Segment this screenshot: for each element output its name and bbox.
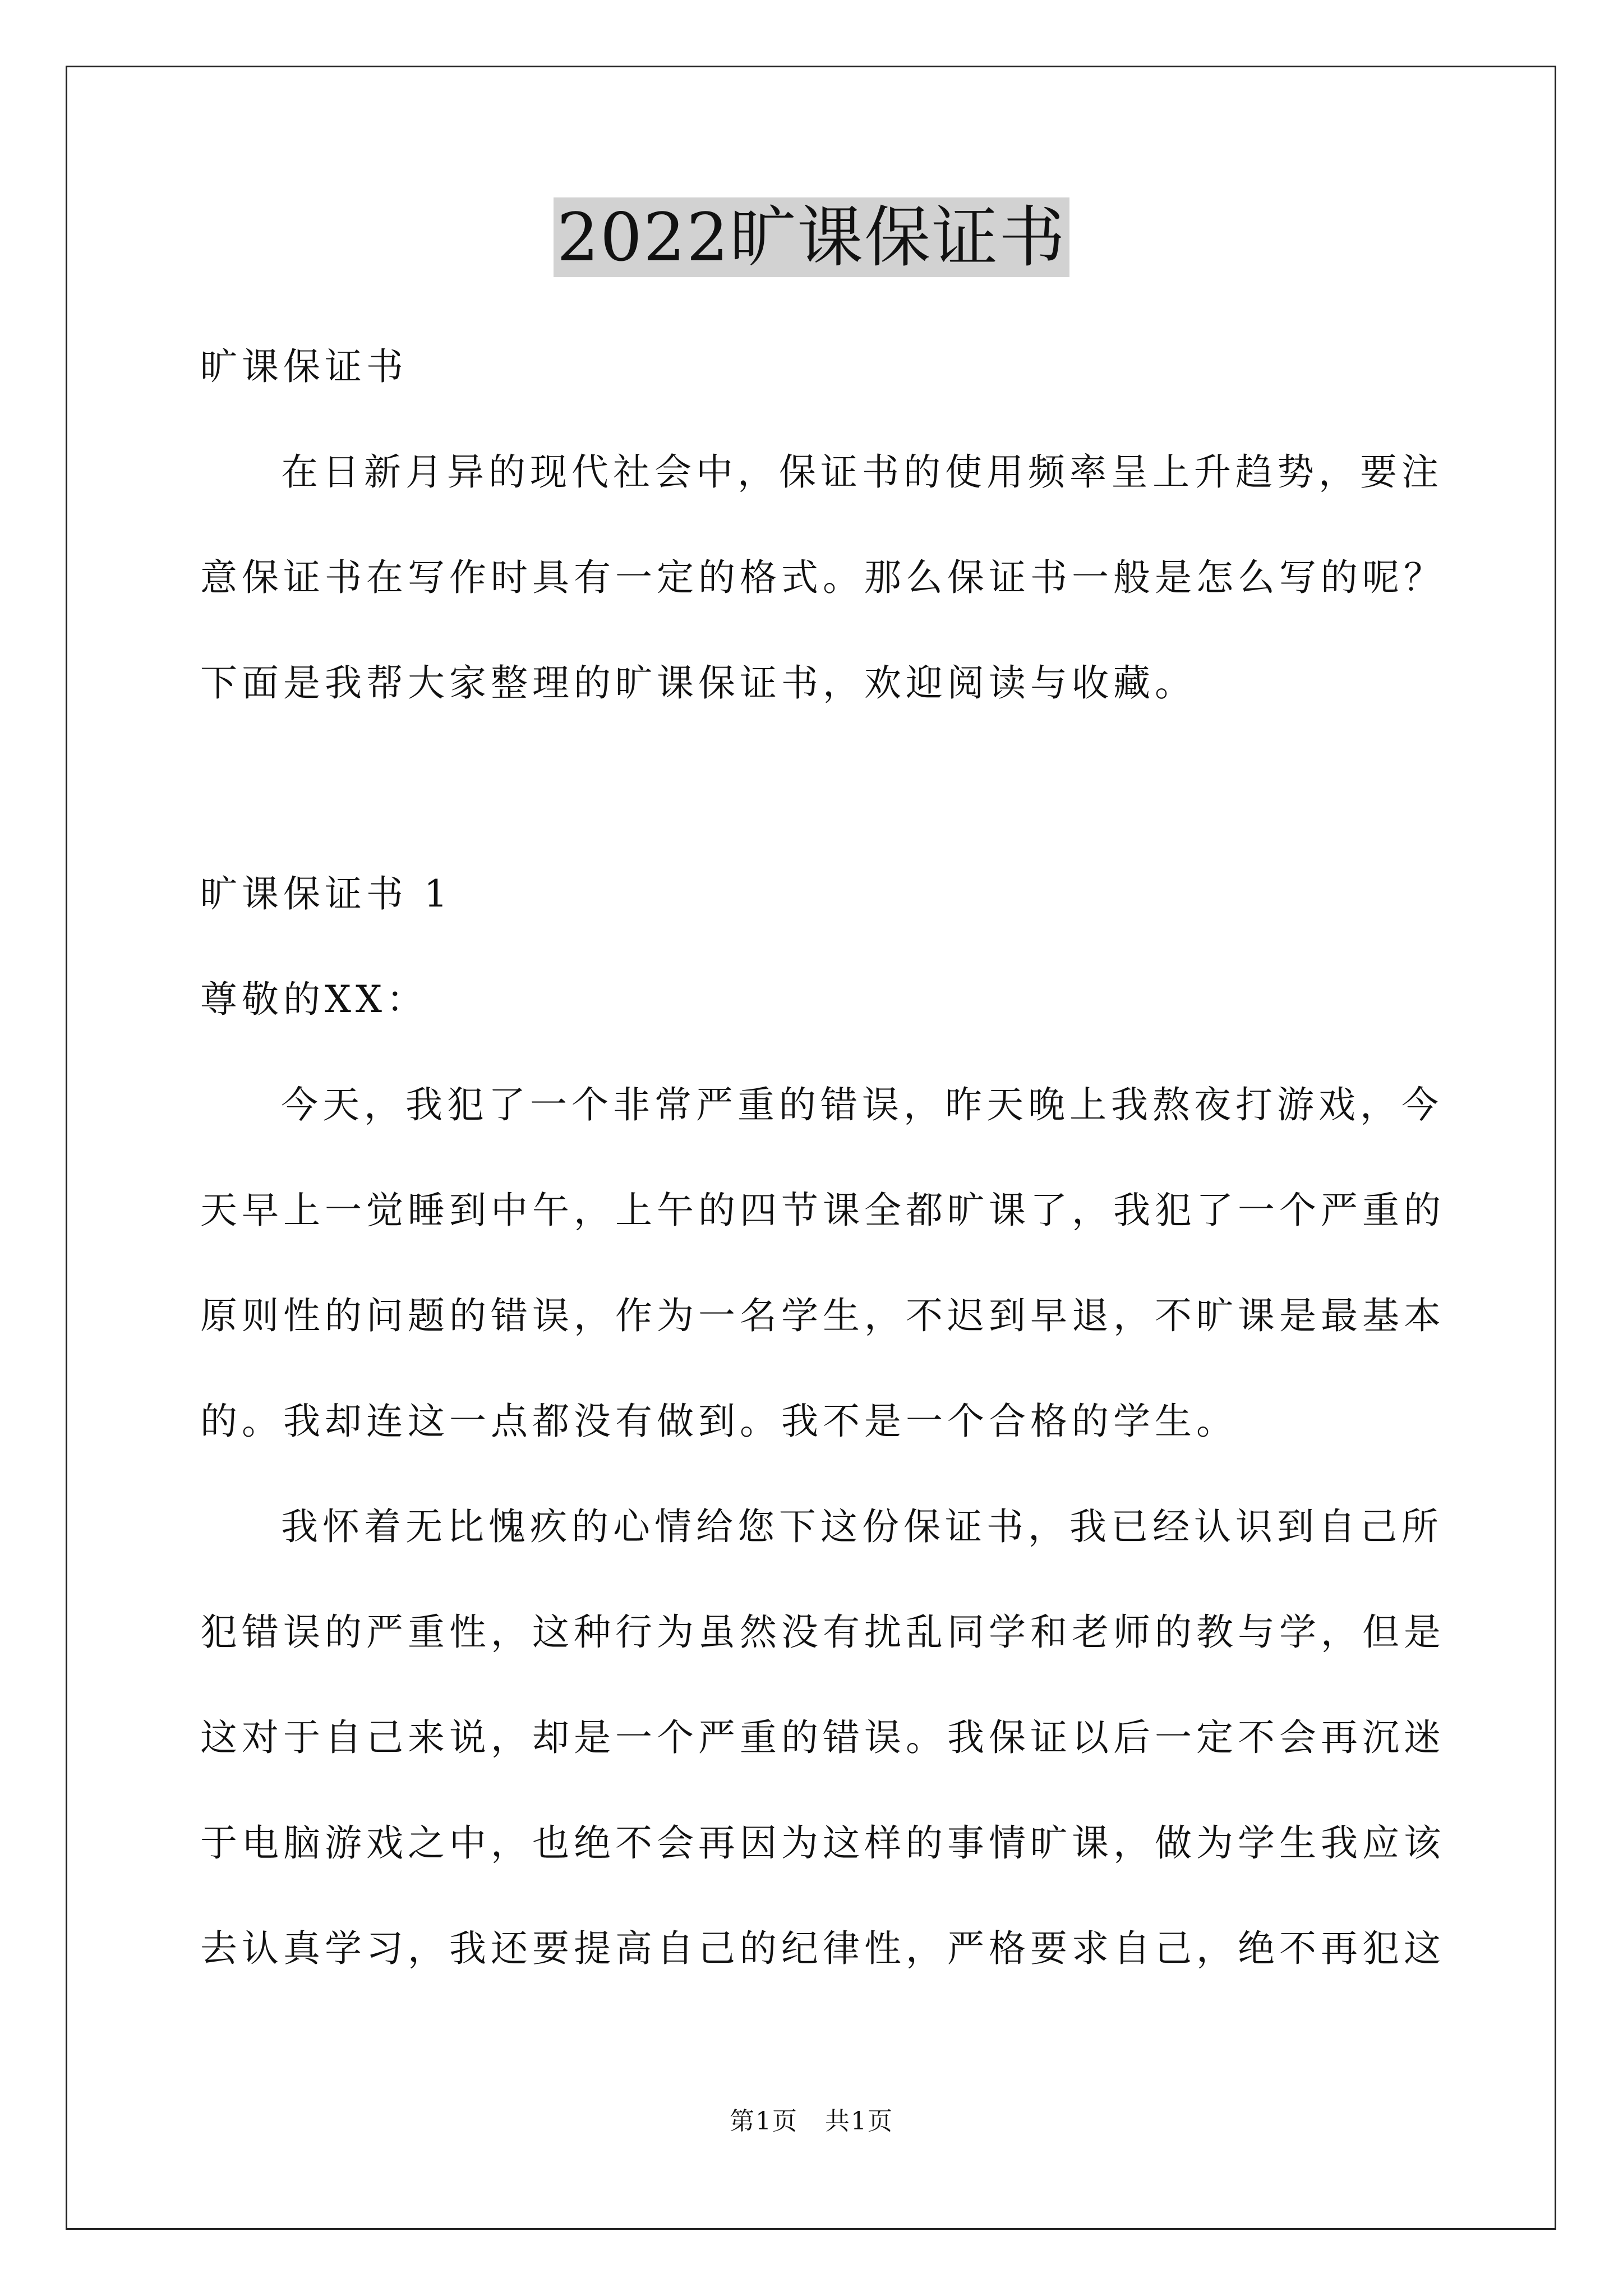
page-footer: 第1页 共1页	[730, 2107, 893, 2136]
salutation: 尊敬的XX：	[200, 978, 428, 1021]
paragraph2-line-3: 这对于自己来说，却是一个严重的错误。我保证以后一定不会再沉迷	[200, 1716, 1445, 1759]
intro-line-1: 在日新月异的现代社会中，保证书的使用频率呈上升趋势，要注	[281, 450, 1443, 494]
document-body	[200, 314, 1445, 2001]
paragraph1-line-1: 今天，我犯了一个非常严重的错误，昨天晚上我熬夜打游戏，今	[281, 1083, 1443, 1126]
paragraph1-line-4: 的。我却连这一点都没有做到。我不是一个合格的学生。	[200, 1400, 1238, 1443]
paragraph2-line-1: 我怀着无比愧疚的心情给您下这份保证书，我已经认识到自己所	[281, 1505, 1443, 1548]
paragraph1-line-2: 天早上一觉睡到中午，上午的四节课全都旷课了，我犯了一个严重的	[200, 1189, 1445, 1232]
document-heading: 旷课保证书	[200, 345, 408, 388]
paragraph1-line-3: 原则性的问题的错误，作为一名学生，不迟到早退，不旷课是最基本	[200, 1294, 1445, 1337]
intro-line-2: 意保证书在写作时具有一定的格式。那么保证书一般是怎么写的呢？	[200, 556, 1445, 599]
title-container	[0, 197, 1623, 277]
section-title: 旷课保证书 1	[200, 872, 452, 915]
paragraph2-line-5: 去认真学习，我还要提高自己的纪律性，严格要求自己，绝不再犯这	[200, 1927, 1445, 1970]
paragraph2-line-4: 于电脑游戏之中，也绝不会再因为这样的事情旷课，做为学生我应该	[200, 1821, 1445, 1865]
intro-line-3: 下面是我帮大家整理的旷课保证书，欢迎阅读与收藏。	[200, 661, 1196, 705]
spacer	[200, 736, 1434, 841]
paragraph2-line-2: 犯错误的严重性，这种行为虽然没有扰乱同学和老师的教与学，但是	[200, 1611, 1445, 1654]
document-title: 2022旷课保证书	[554, 197, 1069, 277]
